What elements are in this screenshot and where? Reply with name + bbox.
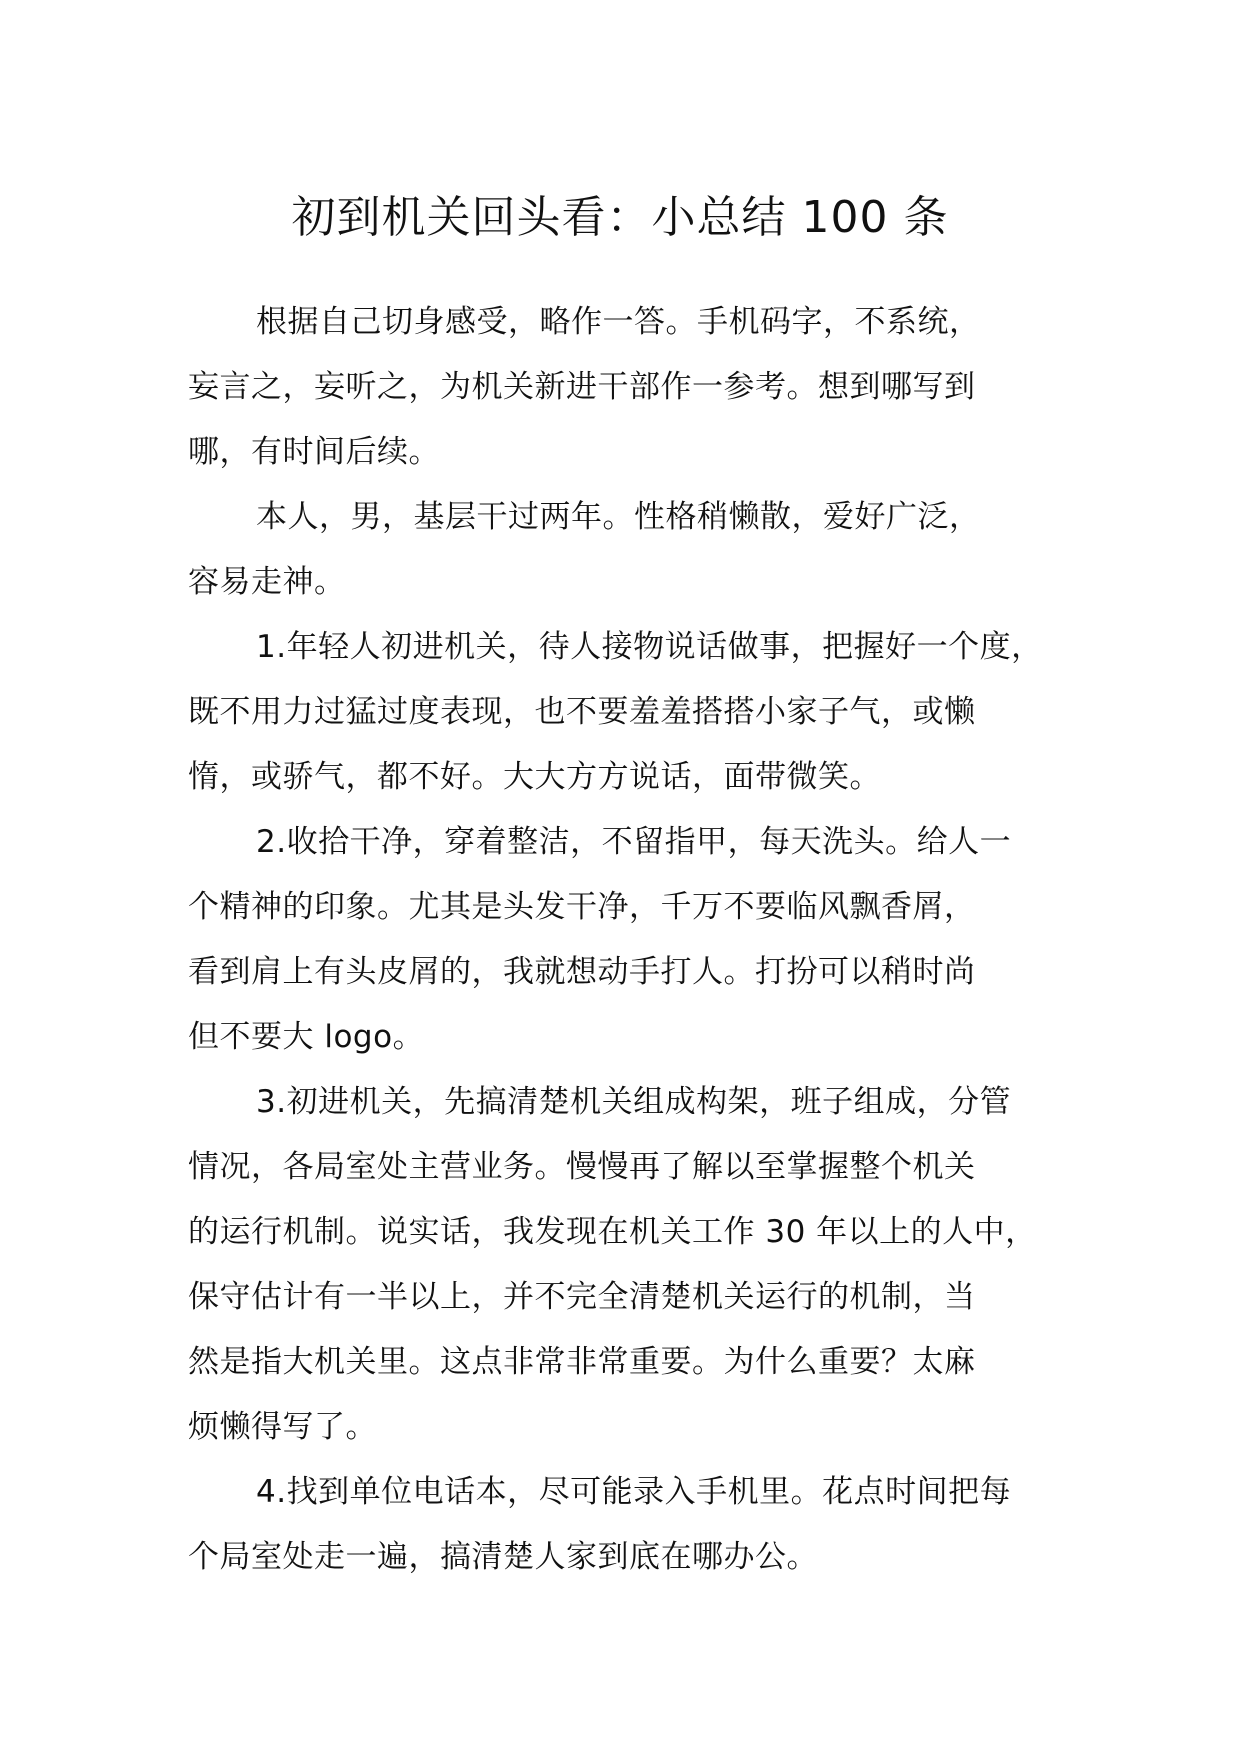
paragraph-item-4: 4.找到单位电话本，尽可能录入手机里。花点时间把每 个局室处走一遍，搞清楚人家到底在哪办公。 xyxy=(188,1474,1012,1575)
document-title: 初到机关回头看：小总结 100 条 xyxy=(291,192,949,243)
document-body xyxy=(188,290,1088,1590)
paragraph-intro: 根据自己切身感受，略作一答。手机码字，不系统， 妄言之，妄听之，为机关新进干部作一参考。想到哪写到 哪，有时间后续。 xyxy=(188,304,981,470)
paragraph-author: 本人，男，基层干过两年。性格稍懒散，爱好广泛， 容易走神。 xyxy=(188,499,981,600)
paragraph-item-2: 2.收拾干净，穿着整洁，不留指甲，每天洗头。给人一 个精神的印象。尤其是头发干净，千万不要临风飘香屑， 看到肩上有头皮屑的，我就想动手打人。打扮可以稍时尚 但不要大 logo。 xyxy=(188,824,1012,1055)
paragraph-item-3: 3.初进机关，先搞清楚机关组成构架，班子组成，分管 情况，各局室处主营业务。慢慢再了解以至掌握整个机关 的运行机制。说实话，我发现在机关工作 30 年以上的人中， 保守估计有一半以上，并不完全清楚机关运行的机制，当 然是指大机关里。这点非常非常重要。为什么重要？太麻 烦懒得写了。 xyxy=(188,1084,1037,1445)
paragraph-item-1: 1.年轻人初进机关，待人接物说话做事，把握好一个度， 既不用力过猛过度表现，也不要羞羞搭搭小家子气，或懒 惰，或骄气，都不好。大大方方说话，面带微笑。 xyxy=(188,629,1043,795)
